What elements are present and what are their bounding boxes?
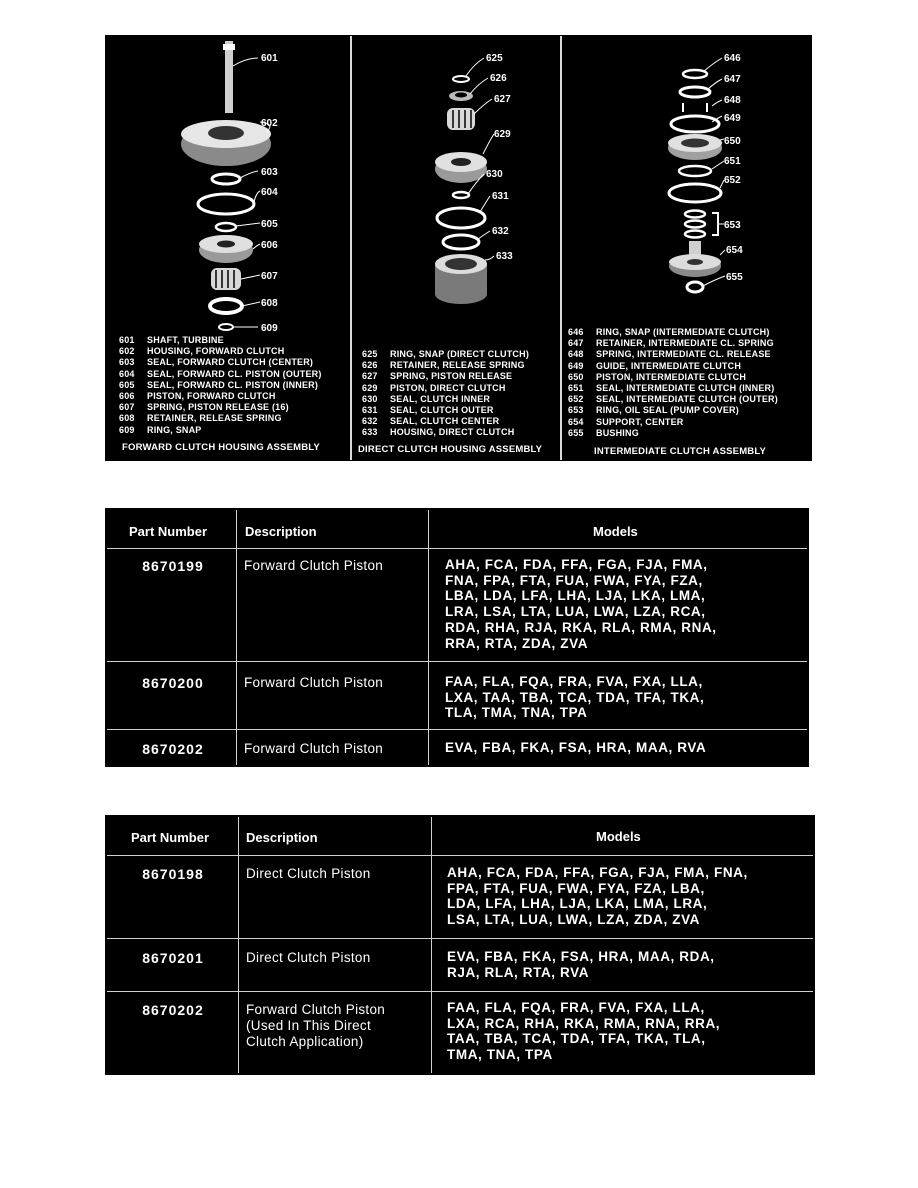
legend-row: 607 SPRING, PISTON RELEASE (16) (119, 402, 289, 413)
callout-648: 648 (724, 95, 741, 106)
direct-clutch-legend (362, 349, 529, 439)
callout-631: 631 (492, 191, 509, 202)
callout-603: 603 (261, 167, 278, 178)
header-part-number: Part Number (131, 830, 210, 845)
header-models: Models (596, 829, 641, 844)
legend-row: 629 PISTON, DIRECT CLUTCH (362, 382, 506, 393)
callout-627: 627 (494, 94, 511, 105)
header-models: Models (593, 524, 638, 539)
callout-626: 626 (490, 73, 507, 84)
header-description: Description (246, 830, 318, 845)
callout-646: 646 (724, 53, 741, 64)
callout-607: 607 (261, 271, 278, 282)
legend-row: 633 HOUSING, DIRECT CLUTCH (362, 427, 515, 438)
legend-row: 609 RING, SNAP (119, 424, 202, 435)
callout-629: 629 (494, 129, 511, 140)
piston-outer-seal-part (198, 194, 254, 214)
column-divider (431, 817, 432, 1073)
inner-seal-part (679, 166, 711, 176)
clutch-inner-seal-part (453, 192, 469, 198)
description-cell: Direct Clutch Piston (246, 950, 371, 965)
callout-647: 647 (724, 74, 741, 85)
turbine-shaft-part (225, 41, 233, 113)
legend-row: 651 SEAL, INTERMEDIATE CLUTCH (INNER) (568, 383, 775, 394)
callout-653: 653 (724, 220, 741, 231)
oil-seal-ring-part (685, 211, 705, 218)
description-cell: Direct Clutch Piston (246, 866, 371, 881)
legend-row: 603 SEAL, FORWARD CLUTCH (CENTER) (119, 357, 314, 368)
table-row (107, 662, 807, 729)
header-description: Description (245, 524, 317, 539)
legend-row: 606 PISTON, FORWARD CLUTCH (119, 391, 276, 402)
legend-row: 649 GUIDE, INTERMEDIATE CLUTCH (568, 360, 742, 371)
clutch-outer-seal-part (437, 208, 485, 228)
column-divider (238, 817, 239, 1073)
legend-row: 601 SHAFT, TURBINE (119, 335, 224, 345)
callout-652: 652 (724, 175, 741, 186)
table-row (107, 856, 813, 938)
clutch-center-seal-part (443, 235, 479, 249)
part-number-cell: 8670200 (142, 675, 204, 691)
legend-row: 648 SPRING, INTERMEDIATE CL. RELEASE (568, 349, 771, 360)
intermediate-clutch-panel (562, 36, 811, 460)
callout-606: 606 (261, 240, 278, 251)
exploded-view-illustration (105, 35, 812, 461)
callout-651: 651 (724, 156, 741, 167)
description-cell: Forward Clutch Piston (244, 558, 384, 573)
direct-snap-ring-part (453, 76, 469, 82)
models-cell: AHA, FCA, FDA, FFA, FGA, FJA, FMA, FNA, FPA, FTA, FUA, FWA, FYA, FZA, LBA, LDA, LFA, LHA, LJA, LKA, LMA, LRA, LSA, LTA, LUA, LWA, LZA, ZDA, ZVA (447, 865, 748, 928)
legend-row: 654 SUPPORT, CENTER (568, 416, 684, 427)
legend-row: 626 RETAINER, RELEASE SPRING (362, 360, 525, 371)
description-cell: Forward Clutch Piston (244, 741, 384, 756)
description-cell: Forward Clutch Piston (Used In This Direct Clutch Application) (246, 1002, 386, 1049)
table-row (107, 549, 807, 661)
intermediate-clutch-legend (568, 327, 778, 439)
callout-654: 654 (726, 245, 743, 256)
callout-630: 630 (486, 169, 503, 180)
legend-row: 631 SEAL, CLUTCH OUTER (362, 405, 494, 416)
callout-632: 632 (492, 226, 509, 237)
legend-row: 602 HOUSING, FORWARD CLUTCH (119, 346, 285, 357)
description-cell: Forward Clutch Piston (244, 675, 384, 690)
callout-601: 601 (261, 53, 278, 64)
part-number-cell: 8670202 (142, 1002, 204, 1018)
forward-clutch-panel (106, 36, 350, 460)
models-cell: AHA, FCA, FDA, FFA, FGA, FJA, FMA, FNA, FPA, FTA, FUA, FWA, FYA, FZA, LBA, LDA, LFA, LHA, LJA, LKA, LMA, LRA, LSA, LTA, LUA, LWA, LZA, RCA, RDA, RHA, RJA, RKA, RLA, RMA, RNA, RRA, RTA, ZDA, ZVA (445, 557, 717, 651)
legend-row: 655 BUSHING (568, 427, 639, 438)
legend-row: 630 SEAL, CLUTCH INNER (362, 393, 491, 404)
forward-clutch-piston-table (105, 508, 809, 767)
legend-row: 625 RING, SNAP (DIRECT CLUTCH) (362, 349, 530, 359)
spring-retainer-part (680, 87, 710, 97)
models-cell: EVA, FBA, FKA, FSA, HRA, MAA, RVA (445, 740, 707, 755)
part-number-cell: 8670198 (142, 866, 204, 882)
callout-608: 608 (261, 298, 278, 309)
callout-649: 649 (724, 113, 741, 124)
legend-row: 632 SEAL, CLUTCH CENTER (362, 416, 500, 427)
models-cell: FAA, FLA, FQA, FRA, FVA, FXA, LLA, LXA, RCA, RHA, RKA, RMA, RNA, RRA, TAA, TBA, TCA, TDA, TFA, TKA, TLA, TMA, TNA, TPA (447, 1000, 721, 1063)
legend-row: 604 SEAL, FORWARD CL. PISTON (OUTER) (119, 368, 322, 379)
callout-633: 633 (496, 251, 513, 262)
forward-clutch-legend (119, 335, 322, 436)
legend-row: 652 SEAL, INTERMEDIATE CLUTCH (OUTER) (568, 394, 778, 405)
callout-605: 605 (261, 219, 278, 230)
column-divider (428, 510, 429, 765)
forward-clutch-assembly-title: FORWARD CLUTCH HOUSING ASSEMBLY (122, 442, 320, 453)
release-spring-retainer-part (210, 299, 242, 313)
piston-inner-seal-part (216, 223, 236, 231)
intermediate-clutch-assembly-title: INTERMEDIATE CLUTCH ASSEMBLY (594, 446, 767, 457)
models-cell: FAA, FLA, FQA, FRA, FVA, FXA, LLA, LXA, TAA, TBA, TCA, TDA, TFA, TKA, TLA, TMA, TNA, TPA (445, 674, 705, 721)
legend-row: 647 RETAINER, INTERMEDIATE CL. SPRING (568, 338, 774, 349)
models-cell: EVA, FBA, FKA, FSA, HRA, MAA, RDA, RJA, RLA, RTA, RVA (447, 949, 715, 980)
direct-clutch-assembly-title: DIRECT CLUTCH HOUSING ASSEMBLY (358, 444, 543, 455)
legend-row: 646 RING, SNAP (INTERMEDIATE CLUTCH) (568, 327, 770, 337)
part-number-cell: 8670201 (142, 950, 204, 966)
legend-row: 653 RING, OIL SEAL (PUMP COVER) (568, 405, 739, 416)
callout-650: 650 (724, 136, 741, 147)
table-header-row (107, 510, 807, 548)
legend-row: 627 SPRING, PISTON RELEASE (362, 371, 513, 382)
header-part-number: Part Number (129, 524, 208, 539)
part-number-cell: 8670202 (142, 741, 204, 757)
legend-row: 650 PISTON, INTERMEDIATE CLUTCH (568, 371, 747, 382)
callout-602: 602 (261, 118, 278, 129)
table-header-row (107, 817, 813, 855)
callout-604: 604 (261, 187, 278, 198)
bushing-part (687, 282, 703, 292)
clutch-guide-part (671, 116, 719, 132)
outer-seal-part (669, 184, 721, 202)
callout-655: 655 (726, 272, 743, 283)
snap-ring-part (219, 324, 233, 330)
legend-row: 605 SEAL, FORWARD CL. PISTON (INNER) (119, 379, 319, 390)
column-divider (236, 510, 237, 765)
table-row (107, 730, 807, 763)
table-row (107, 992, 813, 1071)
forward-clutch-center-seal-part (212, 174, 240, 184)
legend-row: 608 RETAINER, RELEASE SPRING (119, 413, 282, 424)
callout-609: 609 (261, 323, 278, 334)
part-number-cell: 8670199 (142, 558, 204, 574)
callout-625: 625 (486, 53, 503, 64)
table-row (107, 939, 813, 991)
direct-clutch-panel (352, 36, 560, 460)
direct-clutch-piston-table (105, 815, 815, 1075)
